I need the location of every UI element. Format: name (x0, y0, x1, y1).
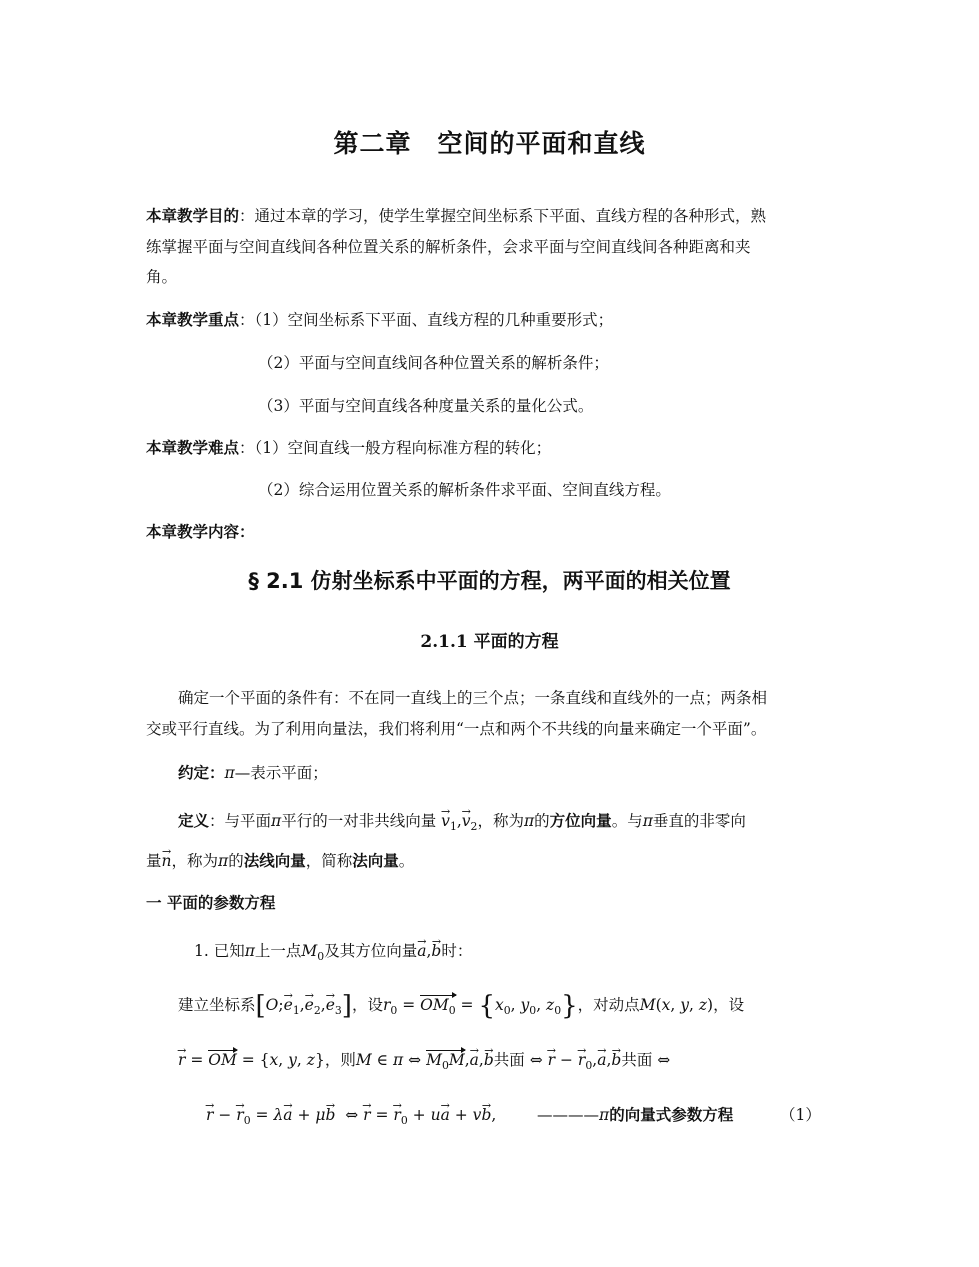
convention-text: —表示平面； (234, 764, 328, 782)
aims-label: 本章教学目的 (146, 207, 240, 225)
definition-text: 平行的一对非共线向量 (281, 812, 437, 830)
definition-text: ，简称 (305, 852, 353, 870)
vector-n: → n (162, 845, 172, 877)
equation-title: 的向量式参数方程 (609, 1106, 734, 1124)
definition-line-1: 定义：与平面π平行的一对非共线向量 → $v_1,\to v_2$，称为π的方位向量。与π垂直的非零向 (178, 805, 746, 843)
key-point-3: （3）平面与空间直线各种度量关系的量化公式。 (258, 397, 594, 415)
chapter-title: 第二章 空间的平面和直线 (333, 129, 646, 158)
known-line: 1. 已知π上一点$M_0$及其方位向量→ a,→ b时： (194, 935, 472, 973)
vector-v1: → v (441, 805, 450, 837)
pi-symbol: π (642, 812, 653, 830)
key-point-2: （2）平面与空间直线间各种位置关系的解析条件； (258, 354, 609, 372)
aims-text-1: ：通过本章的学习，使学生掌握空间坐标系下平面、直线方程的各种形式，熟 (239, 207, 767, 225)
vector-a: → a (470, 1044, 479, 1076)
definition-text: 量 (146, 852, 162, 870)
term-normal-vector: 法线向量 (243, 852, 306, 870)
heading-parametric-equation: 一 平面的参数方程 (146, 894, 276, 912)
section-title: § 2.1 仿射坐标系中平面的方程，两平面的相关位置 (248, 569, 731, 593)
difficulty-2: （2）综合运用位置关系的解析条件求平面、空间直线方程。 (258, 481, 671, 499)
vector-a: → a (597, 1044, 606, 1076)
definition-line-2 (146, 845, 414, 877)
membership-text: 共面 (493, 1051, 525, 1069)
frame-text: 建立坐标系 (178, 996, 256, 1014)
vector-e1: → e (284, 989, 293, 1021)
known-text: 及其方位向量 (324, 942, 418, 960)
term-direction-vector: 方位向量 (549, 812, 612, 830)
pi-symbol: π (244, 942, 255, 960)
aims-line-3: 角。 (146, 268, 178, 286)
vector-a: → a (417, 935, 426, 967)
equation-number: （1） (780, 1106, 821, 1124)
vector-M0M: $M_0M$ (426, 1051, 465, 1073)
vector-r: → r (548, 1044, 555, 1076)
known-text: 上一点 (254, 942, 302, 960)
intro-line-1: 确定一个平面的条件有：不在同一直线上的三个点；一条直线和直线外的一点；两条相 (178, 689, 768, 707)
vector-b: → b (611, 1044, 621, 1076)
vector-r0: → r (393, 1099, 400, 1131)
definition-text: 的 (228, 852, 244, 870)
key-point-1: ：（1）空间坐标系下平面、直线方程的几种重要形式； (239, 311, 614, 329)
definition-text: ，称为 (171, 852, 219, 870)
definition-text: ，称为 (477, 812, 524, 830)
vector-a: → a (441, 1099, 450, 1131)
vector-v2: → v (462, 805, 471, 837)
convention-line (178, 757, 328, 789)
frame-text: ，对动点 (577, 996, 640, 1014)
vector-r: → r (206, 1099, 213, 1131)
membership-line: → r = OM = {x, y, z}，则M ∈ π ⇔ $M_0M,\to a,\to b$共面 ⇔ → r − → $r_0,\to a,\to b$共面 ⇔ (178, 1044, 670, 1082)
point-M: M (639, 996, 656, 1014)
parametric-equation-line: → r − → $r_0 = \lambda\to a + \mu\to b$ ⇔ → r = → $r_0 + u\to a + v\to b$, (206, 1099, 496, 1137)
point-M: M (355, 1051, 372, 1069)
pi-symbol: π (393, 1051, 404, 1069)
difficulty-1: ：（1）空间直线一般方程向标准方程的转化； (239, 439, 552, 457)
pi-symbol: π (523, 812, 535, 830)
key-points-label: 本章教学重点 (146, 311, 240, 329)
term-normal: 法向量 (352, 852, 399, 870)
vector-b: → b (484, 1044, 494, 1076)
known-text: 时： (441, 942, 473, 960)
membership-text: 共面 (621, 1051, 653, 1069)
definition-text: 。 (398, 852, 415, 870)
point-M0: M (301, 942, 318, 960)
known-text: 1. 已知 (194, 942, 245, 960)
vector-b: → b (325, 1099, 335, 1131)
frame-text: ，设 (713, 996, 745, 1014)
vector-r: → r (178, 1044, 185, 1076)
subsection-title: 2.1.1 平面的方程 (420, 632, 559, 652)
vector-e3: → e (326, 989, 335, 1021)
aims-line-2: 练掌握平面与空间直线间各种位置关系的解析条件，会求平面与空间直线间各种距离和夹 (146, 238, 751, 256)
definition-label: 定义 (178, 812, 210, 830)
convention-label: 约定： (178, 764, 225, 782)
vector-r0: → r (578, 1044, 585, 1076)
vector-a: → a (283, 1099, 292, 1131)
origin-O: O (265, 996, 279, 1014)
membership-text: ，则 (324, 1051, 356, 1069)
vector-e2: → e (305, 989, 314, 1021)
vector-r: → r (363, 1099, 370, 1131)
vector-OM: OM (208, 1051, 237, 1069)
definition-text: ：与平面 (209, 812, 272, 830)
key-points-line-1 (146, 304, 613, 336)
vector-b: → b (431, 935, 441, 967)
definition-text: 。与 (611, 812, 643, 830)
pi-symbol: π (271, 812, 282, 830)
r0: r (382, 996, 391, 1014)
vector-r0: → r (236, 1099, 243, 1131)
frame-text: ，设 (351, 996, 383, 1014)
pi-symbol: π (224, 764, 235, 782)
pi-symbol: π (218, 852, 229, 870)
difficulties-line-1 (146, 432, 551, 464)
content-label: 本章教学内容： (146, 523, 255, 541)
definition-text: 的 (534, 812, 550, 830)
frame-line: 建立坐标系[O;→ $e_1,\to e_2,\to e_3$]，设$r_0 = OM_0 = \{x_0$, $y_0$, $z_0$}，对动点M(x, y, z)，设 (178, 989, 744, 1027)
aims-line-1 (146, 200, 766, 232)
vector-b: → b (481, 1099, 491, 1131)
equation-dash: ———— (537, 1106, 599, 1124)
pi-symbol: π (599, 1106, 610, 1124)
equation-label (537, 1099, 733, 1131)
definition-text: 垂直的非零向 (652, 812, 746, 830)
difficulties-label: 本章教学难点 (146, 439, 240, 457)
vector-OM0: $OM_0$ (420, 996, 456, 1018)
intro-line-2: 交或平行直线。为了利用向量法，我们将利用“一点和两个不共线的向量来确定一个平面”。 (146, 720, 767, 738)
